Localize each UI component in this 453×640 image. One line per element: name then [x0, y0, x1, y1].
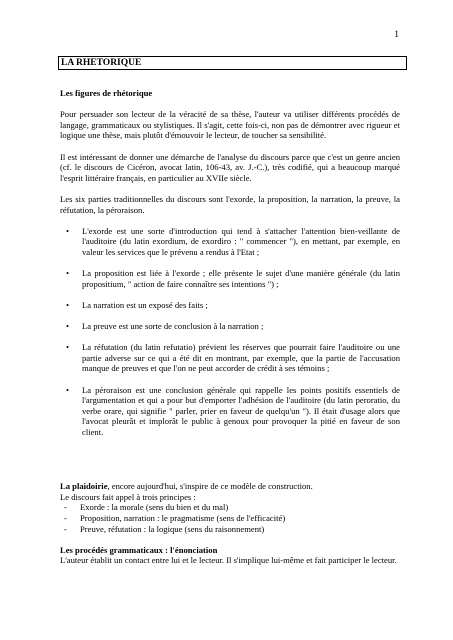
- list-item: • La proposition est liée à l'exorde ; elle présente le sujet d'une manière générale (du latin propositium, " action de faire connaître ses intentions ") ;: [66, 268, 400, 289]
- section-heading-figures: Les figures de rhétorique: [60, 88, 153, 98]
- dash-icon: -: [64, 502, 67, 513]
- spacer: [60, 534, 400, 545]
- bullet-icon: •: [66, 342, 70, 353]
- list-item: • La preuve est une sorte de conclusion à la narration ;: [66, 321, 264, 332]
- bullet-icon: •: [66, 225, 70, 236]
- page-number: 1: [394, 30, 399, 40]
- list-item: • L'exorde est une sorte d'introduction qui tend à s'attacher l'attention bien-veillante de l'auditoire (du latin exordium, de exordiro : " commencer "), en mettant, par exemple, en valeur les services que le prévenu a rendus à l'Etat ;: [66, 225, 400, 257]
- paragraph-six-parties: Les six parties traditionnelles du discours sont l'exorde, la proposition, la narration, la preuve, la réfutation, la péroraison.: [60, 193, 400, 215]
- dash-icon: -: [64, 523, 67, 534]
- paragraph-enonciation: L'auteur établit un contact entre lui et le lecteur. Il s'implique lui-même et fait participer le lecteur.: [60, 555, 397, 566]
- list-item: • La péroraison est une conclusion générale qui rappelle les points positifs essentiels de l'argumentation et qui a pour but d'emporter l'adhésion de l'auditoire (du latin peroratio, du verbe orare, qui signifie " parler, prier en faveur de quelqu'un "). Il était d'usage alors que l'avocat pleurât et implorât le public à genoux pour provoquer la pitié en faveur de son client.: [66, 384, 400, 437]
- dash-icon: -: [64, 512, 67, 523]
- section-heading-procedes: Les procédés grammaticaux : l'énonciation: [60, 544, 218, 555]
- list-item: - Exorde : la morale (sens du bien et du mal): [64, 502, 229, 513]
- bullet-icon: •: [66, 299, 70, 310]
- bullet-icon: •: [66, 321, 70, 332]
- parts-list: [60, 226, 400, 438]
- paragraph-intro: Pour persuader son lecteur de la véracité de sa thèse, l'auteur va utiliser différents procédés de langage, grammaticaux ou stylistiques. Il s'agit, cette fois-ci, non pas de démontrer avec rigueur et logique une thèse, mais plutôt d'émouvoir le lecteur, de toucher sa sensibilité.: [60, 109, 400, 141]
- principes-list: [60, 502, 400, 534]
- spacer: [60, 448, 400, 481]
- bullet-icon: •: [66, 268, 70, 279]
- list-item: - Preuve, réfutation : la logique (sens du raisonnement): [64, 523, 265, 534]
- paragraph-plaidoirie: La plaidoirie, encore aujourd'hui, s'inspire de ce modèle de construction.: [60, 481, 313, 492]
- principes-intro: Le discours fait appel à trois principes :: [60, 491, 196, 502]
- document-body: [60, 88, 400, 577]
- document-title: LA RHETORIQUE: [58, 56, 407, 70]
- paragraph-analyse: Il est intéressant de donner une démarche de l'analyse du discours parce que c'est un genre ancien (cf. le discours de Cicéron, avocat latin, 106-43, av. J.-C.), très codifié, qui a beaucoup marqué l'esprit littéraire français, en particulier au XVIIe siècle.: [60, 151, 400, 183]
- bullet-icon: •: [66, 384, 70, 395]
- plaidoirie-term: La plaidoirie: [60, 481, 108, 492]
- list-item: - Proposition, narration : le pragmatisme (sens de l'efficacité): [64, 512, 286, 523]
- list-item: • La narration est un exposé des faits ;: [66, 299, 208, 310]
- list-item: • La réfutation (du latin refutatio) prévient les réserves que pourrait faire l'auditoire ou une partie adverse sur ce qui a été dit en montrant, par exemple, que la partie de l'accusation manque de preuves et que l'on ne peut accorder de crédit à ses témoins ;: [66, 342, 400, 374]
